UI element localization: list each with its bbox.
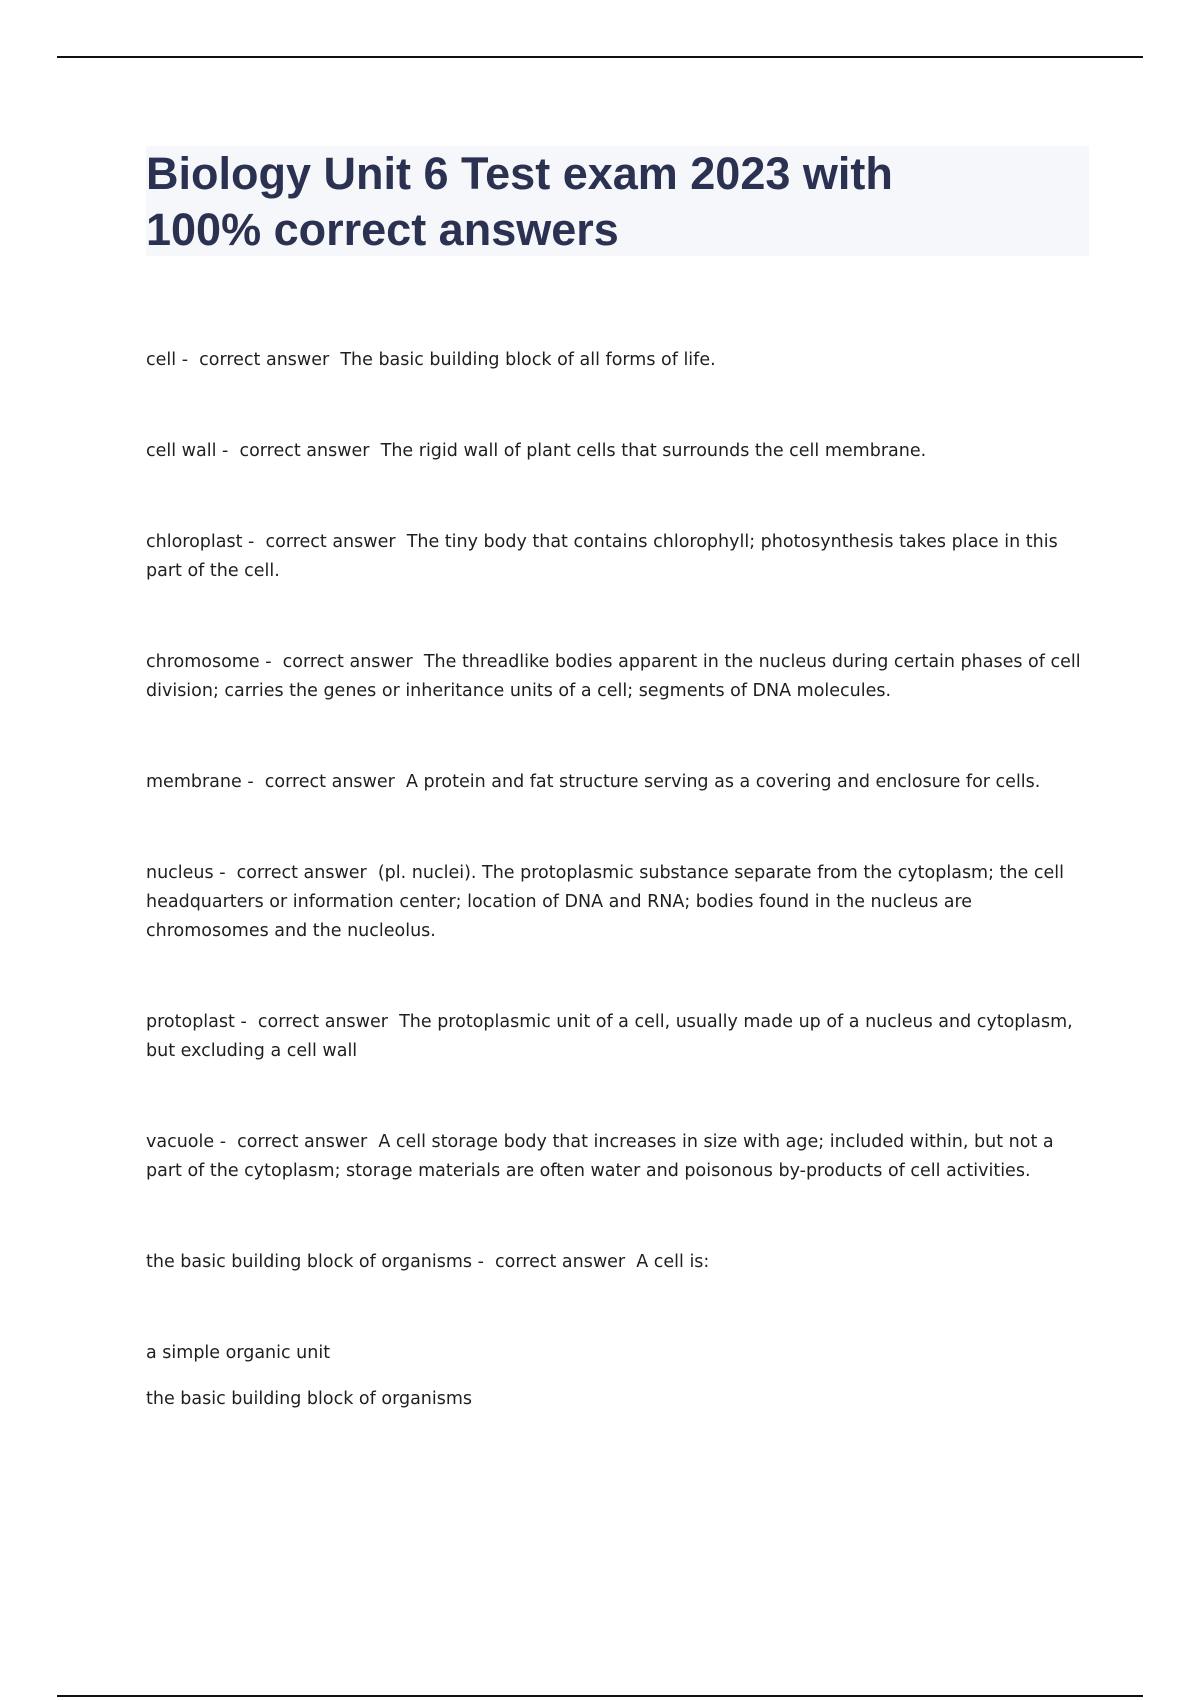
entry-spacer (146, 1066, 1090, 1128)
entry-definition: A cell storage body that increases in size with age; included within, but not a part of the cytoplasm; storage materials are often water and poisonous by-products of cell activities. (146, 1132, 1054, 1181)
entry-definition: The rigid wall of plant cells that surrounds the cell membrane. (380, 441, 927, 461)
entry-spacer (146, 946, 1090, 1008)
entry-definition: A protein and fat structure serving as a covering and enclosure for cells. (405, 772, 1041, 792)
qa-entry-cell-wall: cell wall - correct answer The rigid wall of plant cells that surrounds the cell membrane. (146, 441, 927, 461)
entry-label: correct answer (265, 532, 396, 552)
option-line: a simple organic unit (146, 1343, 331, 1363)
qa-entry-basic-building-block: the basic building block of organisms - correct answer A cell is: (146, 1252, 710, 1272)
entry-definition: The basic building block of all forms of life. (340, 350, 716, 370)
entry-term: cell wall (146, 441, 217, 461)
option-line: the basic building block of organisms (146, 1389, 473, 1409)
entry-definition: The tiny body that contains chlorophyll; photosynthesis takes place in this part of the cell. (146, 532, 1058, 581)
qa-entry-protoplast: protoplast - correct answer The protoplasmic unit of a cell, usually made up of a nucleus and cytoplasm, but excluding a cell wall (146, 1012, 1073, 1061)
qa-entry-cell: cell - correct answer The basic building block of all forms of life. (146, 350, 716, 370)
entry-term: protoplast (146, 1012, 235, 1032)
entry-spacer (146, 466, 1090, 528)
option-spacer (146, 1368, 1090, 1385)
entry-label: correct answer (257, 1012, 388, 1032)
entry-definition: A cell is: (636, 1252, 710, 1272)
qa-entry-chloroplast: chloroplast - correct answer The tiny body that contains chlorophyll; photosynthesis takes place in this part of the cell. (146, 532, 1058, 581)
entry-term: nucleus (146, 863, 214, 883)
entry-term: chromosome (146, 652, 260, 672)
entry-spacer (146, 1186, 1090, 1248)
qa-entry-nucleus: nucleus - correct answer (pl. nuclei). The protoplasmic substance separate from the cytoplasm; the cell headquarters or information center; location of DNA and RNA; bodies found in the nucleus are chromosomes and the nucleolus. (146, 863, 1064, 941)
document-body (146, 346, 1090, 1414)
entry-label: correct answer (264, 772, 395, 792)
top-rule (57, 56, 1143, 58)
entry-term: vacuole (146, 1132, 215, 1152)
entry-definition: (pl. nuclei). The protoplasmic substance separate from the cytoplasm; the cell headquarters or information center; location of DNA and RNA; bodies found in the nucleus are chromosomes and the nucleolus. (146, 863, 1064, 941)
entry-term: cell (146, 350, 177, 370)
entry-definition: The protoplasmic unit of a cell, usually made up of a nucleus and cytoplasm, but excluding a cell wall (146, 1012, 1073, 1061)
entry-spacer (146, 1277, 1090, 1339)
entry-term: chloroplast (146, 532, 243, 552)
entry-label: correct answer (282, 652, 413, 672)
entry-label: correct answer (199, 350, 330, 370)
entry-term: the basic building block of organisms (146, 1252, 473, 1272)
entry-spacer (146, 375, 1090, 437)
qa-entry-vacuole: vacuole - correct answer A cell storage body that increases in size with age; included within, but not a part of the cytoplasm; storage materials are often water and poisonous by-products of cell activities. (146, 1132, 1054, 1181)
entry-spacer (146, 706, 1090, 768)
entry-label: correct answer (236, 863, 367, 883)
title-block (146, 146, 1089, 256)
entry-label: correct answer (239, 441, 370, 461)
entry-spacer (146, 797, 1090, 859)
qa-entry-chromosome: chromosome - correct answer The threadlike bodies apparent in the nucleus during certain phases of cell division; carries the genes or inheritance units of a cell; segments of DNA molecules. (146, 652, 1081, 701)
entry-term: membrane (146, 772, 242, 792)
qa-entry-membrane: membrane - correct answer A protein and fat structure serving as a covering and enclosure for cells. (146, 772, 1041, 792)
document-title: Biology Unit 6 Test exam 2023 with 100% correct answers (146, 148, 893, 255)
entry-spacer (146, 586, 1090, 648)
entry-definition: The threadlike bodies apparent in the nucleus during certain phases of cell division; carries the genes or inheritance units of a cell; segments of DNA molecules. (146, 652, 1081, 701)
entry-label: correct answer (495, 1252, 626, 1272)
bottom-rule (57, 1695, 1143, 1697)
entry-label: correct answer (237, 1132, 368, 1152)
